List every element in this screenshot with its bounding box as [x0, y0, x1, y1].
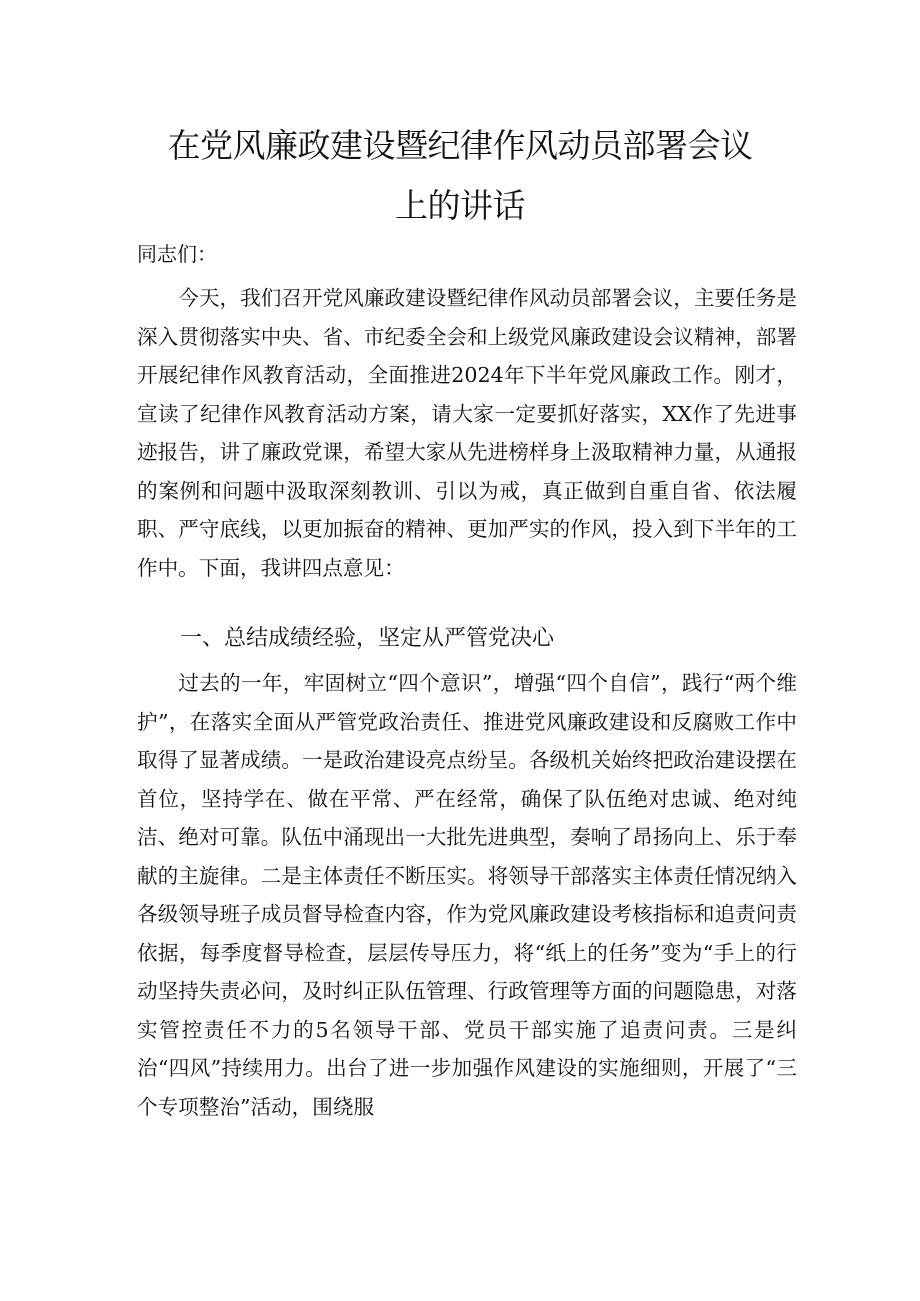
document-title-line-2: 上的讲话: [395, 186, 525, 225]
section-heading-1: 一、总结成绩经验，坚定从严管党决心: [180, 626, 555, 651]
document-title-line-1: 在党风廉政建设暨纪律作风动员部署会议: [167, 126, 753, 165]
paragraph-opening: 今天，我们召开党风廉政建设暨纪律作风动员部署会议，主要任务是深入贯彻落实中央、省、市纪委全会和上级党风廉政建设会议精神，部署开展纪律作风教育活动，全面推进2024年下半年党风廉政工作。刚才，宣读了纪律作风教育活动方案，请大家一定要抓好落实，XX作了先进事迹报告，讲了廉政党课，希望大家从先进榜样身上汲取精神力量，从通报的案例和问题中汲取深刻教训、引以为戒，真正做到自重自省、依法履职、严守底线，以更加振奋的精神、更加严实的作风，投入到下半年的工作中。下面，我讲四点意见：: [137, 286, 797, 580]
paragraph-achievements: 过去的一年，牢固树立“四个意识”，增强“四个自信”，践行“两个维护”，在落实全面从严管党政治责任、推进党风廉政建设和反腐败工作中取得了显著成绩。一是政治建设亮点纷呈。各级机关始终把政治建设摆在首位，坚持学在、做在平常、严在经常，确保了队伍绝对忠诚、绝对纯洁、绝对可靠。队伍中涌现出一大批先进典型，奏响了昂扬向上、乐于奉献的主旋律。二是主体责任不断压实。将领导干部落实主体责任情况纳入各级领导班子成员督导检查内容，作为党风廉政建设考核指标和追责问责依据，每季度督导检查，层层传导压力，将“纸上的任务”变为“手上的行动坚持失责必问，及时纠正队伍管理、行政管理等方面的问题隐患，对落实管控责任不力的5名领导干部、党员干部实施了追责问责。三是纠治“四风”持续用力。出台了进一步加强作风建设的实施细则，开展了“三个专项整治”活动，围绕服: [137, 671, 797, 1119]
salutation: 同志们：: [137, 242, 217, 266]
